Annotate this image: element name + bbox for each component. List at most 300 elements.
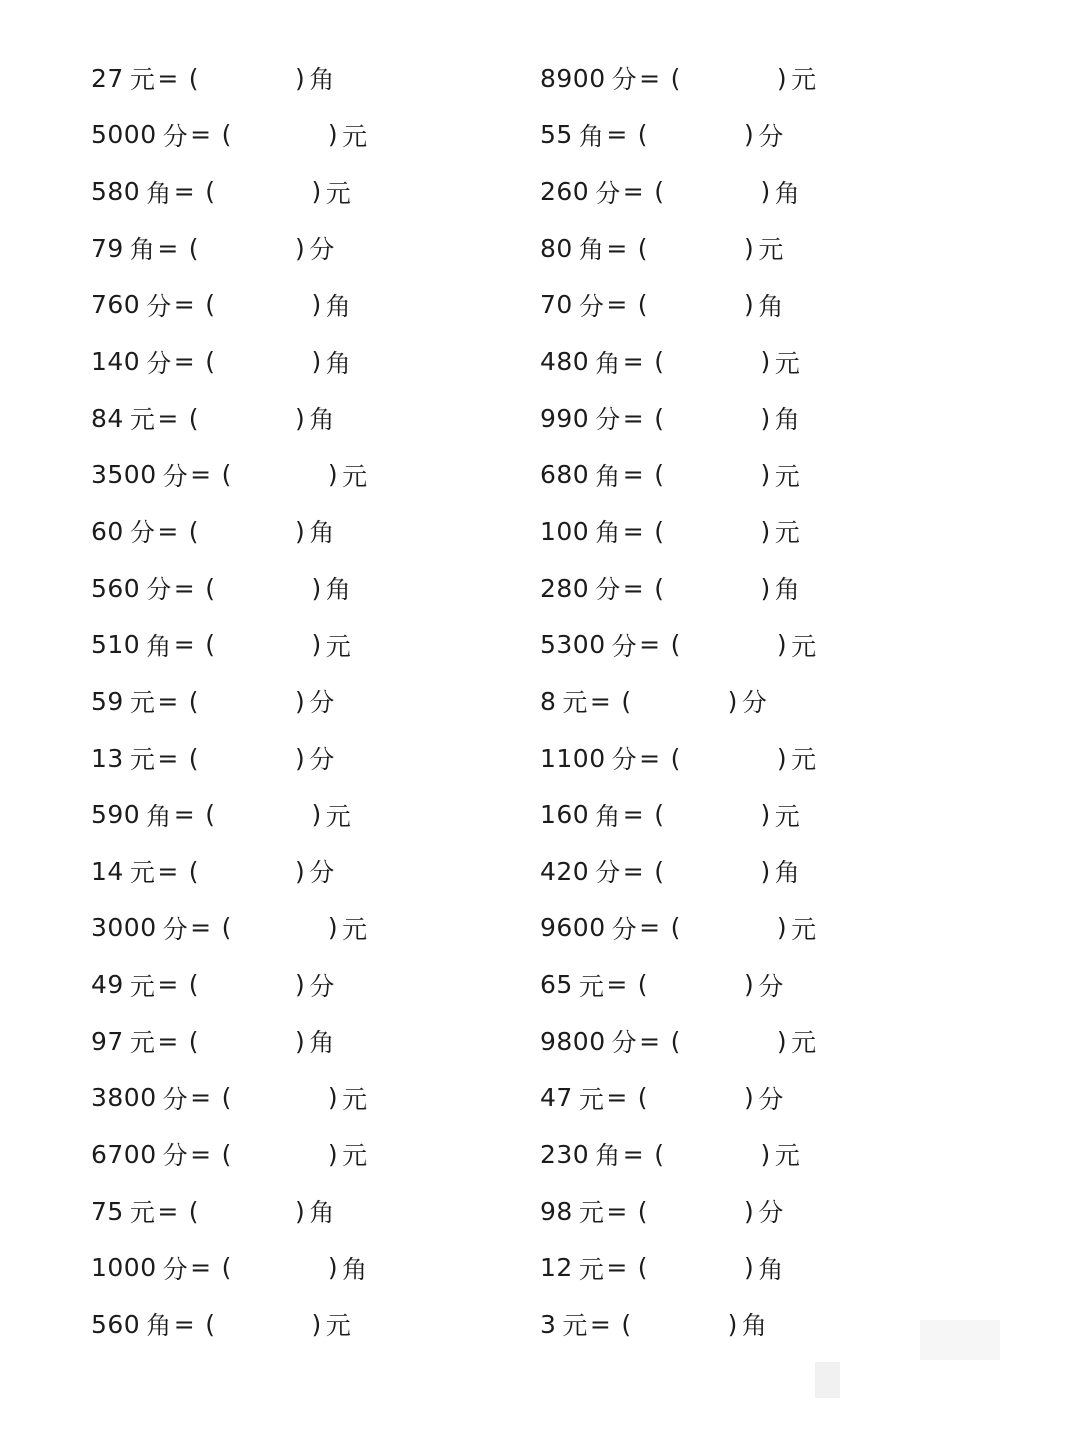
close-paren: ) xyxy=(311,1309,322,1339)
conversion-problem xyxy=(91,616,531,673)
conversion-problem xyxy=(91,107,531,164)
open-paren: ( xyxy=(670,913,681,943)
equals-sign: = xyxy=(157,403,179,433)
close-paren: ) xyxy=(295,403,306,433)
source-unit: 角 xyxy=(578,235,605,265)
conversion-problem xyxy=(91,956,531,1013)
equals-sign: = xyxy=(190,1139,212,1169)
amount-value: 5000 xyxy=(91,120,157,150)
close-paren: ) xyxy=(327,913,339,943)
close-paren: ) xyxy=(311,290,322,320)
open-paren: ( xyxy=(221,1083,232,1113)
equals-sign: = xyxy=(190,460,212,490)
equals-sign: = xyxy=(157,1026,179,1056)
open-paren: ( xyxy=(637,290,649,320)
source-unit: 角 xyxy=(129,235,156,265)
close-paren: ) xyxy=(311,800,322,830)
source-unit: 元 xyxy=(129,971,156,1001)
amount-value: 80 xyxy=(540,233,573,263)
source-unit: 分 xyxy=(611,745,638,774)
equals-sign: = xyxy=(606,1196,628,1226)
source-unit: 分 xyxy=(162,121,189,151)
conversion-problem xyxy=(540,333,980,390)
equals-sign: = xyxy=(173,1309,196,1339)
open-paren: ( xyxy=(221,1253,232,1283)
equals-sign: = xyxy=(639,743,661,773)
close-paren: ) xyxy=(760,460,771,490)
close-paren: ) xyxy=(727,686,738,716)
amount-value: 140 xyxy=(91,347,141,377)
close-paren: ) xyxy=(744,120,755,150)
equals-sign: = xyxy=(639,913,661,943)
equals-sign: = xyxy=(157,743,179,773)
open-paren: ( xyxy=(205,800,216,830)
equals-sign: = xyxy=(157,516,179,546)
close-paren: ) xyxy=(776,1026,788,1056)
conversion-problem xyxy=(540,446,980,503)
amount-value: 230 xyxy=(540,1139,590,1169)
conversion-problem xyxy=(91,390,531,447)
open-paren: ( xyxy=(205,573,216,603)
equals-sign: = xyxy=(173,800,196,830)
conversion-problem xyxy=(540,1126,980,1183)
open-paren: ( xyxy=(221,120,232,150)
source-unit: 分 xyxy=(595,575,621,605)
conversion-problem xyxy=(540,163,980,220)
target-unit: 分 xyxy=(309,858,335,888)
open-paren: ( xyxy=(654,516,665,546)
source-unit: 分 xyxy=(146,348,172,378)
conversion-problem xyxy=(91,503,531,560)
equals-sign: = xyxy=(173,573,196,603)
open-paren: ( xyxy=(637,1196,649,1226)
equals-sign: = xyxy=(173,347,196,377)
equals-sign: = xyxy=(639,630,661,660)
open-paren: ( xyxy=(654,403,665,433)
conversion-problem xyxy=(540,730,980,787)
close-paren: ) xyxy=(311,630,322,660)
open-paren: ( xyxy=(654,460,665,490)
open-paren: ( xyxy=(205,347,216,377)
target-unit: 分 xyxy=(758,1084,784,1114)
target-unit: 分 xyxy=(741,688,768,718)
conversion-problem xyxy=(91,786,531,843)
target-unit: 分 xyxy=(309,745,335,774)
target-unit: 元 xyxy=(774,348,801,378)
close-paren: ) xyxy=(760,516,771,546)
amount-value: 3800 xyxy=(91,1083,157,1113)
equals-sign: = xyxy=(622,800,645,830)
open-paren: ( xyxy=(221,1139,232,1169)
amount-value: 8 xyxy=(540,686,557,716)
close-paren: ) xyxy=(311,177,322,207)
close-paren: ) xyxy=(295,743,306,773)
target-unit: 角 xyxy=(309,65,335,95)
open-paren: ( xyxy=(188,516,200,546)
equals-sign: = xyxy=(173,177,196,207)
source-unit: 元 xyxy=(129,688,156,718)
source-unit: 元 xyxy=(562,1311,588,1341)
close-paren: ) xyxy=(776,63,788,93)
target-unit: 元 xyxy=(774,461,801,491)
source-unit: 元 xyxy=(129,65,156,95)
source-unit: 分 xyxy=(146,291,172,321)
open-paren: ( xyxy=(188,403,200,433)
amount-value: 160 xyxy=(540,800,590,830)
source-unit: 角 xyxy=(146,631,172,661)
amount-value: 84 xyxy=(91,403,124,433)
source-unit: 分 xyxy=(611,914,638,944)
conversion-problem xyxy=(540,786,980,843)
amount-value: 60 xyxy=(91,516,124,546)
close-paren: ) xyxy=(295,233,306,263)
open-paren: ( xyxy=(205,290,216,320)
open-paren: ( xyxy=(654,1139,665,1169)
conversion-problem xyxy=(91,163,531,220)
source-unit: 角 xyxy=(595,801,621,831)
target-unit: 角 xyxy=(309,1028,335,1058)
scan-smudge xyxy=(815,1362,840,1398)
target-unit: 角 xyxy=(774,405,801,435)
open-paren: ( xyxy=(670,1026,681,1056)
open-paren: ( xyxy=(654,347,665,377)
source-unit: 角 xyxy=(595,1141,621,1171)
close-paren: ) xyxy=(295,856,306,886)
target-unit: 元 xyxy=(342,461,368,491)
conversion-problem xyxy=(91,446,531,503)
close-paren: ) xyxy=(760,800,771,830)
amount-value: 9800 xyxy=(540,1026,606,1056)
source-unit: 分 xyxy=(162,914,189,944)
conversion-problem xyxy=(540,1070,980,1127)
open-paren: ( xyxy=(654,856,665,886)
close-paren: ) xyxy=(311,347,322,377)
target-unit: 分 xyxy=(758,971,784,1001)
amount-value: 590 xyxy=(91,800,141,830)
open-paren: ( xyxy=(188,233,200,263)
conversion-problem xyxy=(91,1183,531,1240)
conversion-problem xyxy=(91,333,531,390)
open-paren: ( xyxy=(654,800,665,830)
equals-sign: = xyxy=(622,460,645,490)
conversion-problem xyxy=(91,50,531,107)
source-unit: 元 xyxy=(578,971,605,1001)
target-unit: 元 xyxy=(791,745,817,774)
amount-value: 3500 xyxy=(91,460,157,490)
close-paren: ) xyxy=(295,1026,306,1056)
conversion-problem xyxy=(91,730,531,787)
target-unit: 分 xyxy=(309,971,335,1001)
close-paren: ) xyxy=(295,63,306,93)
equals-sign: = xyxy=(622,573,645,603)
open-paren: ( xyxy=(654,573,665,603)
close-paren: ) xyxy=(760,177,771,207)
amount-value: 59 xyxy=(91,686,124,716)
close-paren: ) xyxy=(327,1083,339,1113)
target-unit: 角 xyxy=(309,1198,335,1228)
amount-value: 9600 xyxy=(540,913,606,943)
amount-value: 760 xyxy=(91,290,141,320)
close-paren: ) xyxy=(760,856,771,886)
target-unit: 角 xyxy=(774,858,801,888)
target-unit: 分 xyxy=(758,1198,784,1228)
equals-sign: = xyxy=(606,290,628,320)
amount-value: 98 xyxy=(540,1196,573,1226)
target-unit: 角 xyxy=(325,291,352,321)
equals-sign: = xyxy=(606,970,628,1000)
equals-sign: = xyxy=(157,970,179,1000)
open-paren: ( xyxy=(637,120,649,150)
open-paren: ( xyxy=(188,686,200,716)
source-unit: 角 xyxy=(595,461,621,491)
close-paren: ) xyxy=(776,743,788,773)
conversion-problem xyxy=(540,503,980,560)
target-unit: 分 xyxy=(309,235,335,265)
open-paren: ( xyxy=(188,63,200,93)
close-paren: ) xyxy=(295,686,306,716)
amount-value: 1100 xyxy=(540,743,606,773)
source-unit: 角 xyxy=(146,801,172,831)
source-unit: 分 xyxy=(611,65,638,95)
source-unit: 元 xyxy=(578,1254,605,1284)
target-unit: 元 xyxy=(342,914,368,944)
amount-value: 510 xyxy=(91,630,141,660)
conversion-problem xyxy=(91,1013,531,1070)
source-unit: 分 xyxy=(162,1254,189,1284)
amount-value: 70 xyxy=(540,290,573,320)
open-paren: ( xyxy=(205,177,216,207)
close-paren: ) xyxy=(760,403,771,433)
amount-value: 3000 xyxy=(91,913,157,943)
conversion-problem xyxy=(540,1183,980,1240)
source-unit: 分 xyxy=(162,461,189,491)
close-paren: ) xyxy=(760,1139,771,1169)
target-unit: 元 xyxy=(342,1084,368,1114)
target-unit: 元 xyxy=(774,801,801,831)
source-unit: 角 xyxy=(146,178,172,208)
amount-value: 560 xyxy=(91,1309,141,1339)
close-paren: ) xyxy=(744,1083,755,1113)
equals-sign: = xyxy=(157,1196,179,1226)
conversion-problem xyxy=(91,560,531,617)
equals-sign: = xyxy=(606,233,628,263)
equals-sign: = xyxy=(639,63,661,93)
target-unit: 元 xyxy=(791,65,817,95)
amount-value: 14 xyxy=(91,856,124,886)
amount-value: 260 xyxy=(540,177,590,207)
amount-value: 480 xyxy=(540,347,590,377)
conversion-problem xyxy=(540,560,980,617)
amount-value: 79 xyxy=(91,233,124,263)
close-paren: ) xyxy=(776,913,788,943)
left-column xyxy=(91,50,531,1353)
target-unit: 元 xyxy=(342,1141,368,1171)
equals-sign: = xyxy=(622,516,645,546)
equals-sign: = xyxy=(606,120,628,150)
close-paren: ) xyxy=(311,573,322,603)
close-paren: ) xyxy=(327,1139,339,1169)
open-paren: ( xyxy=(221,913,232,943)
open-paren: ( xyxy=(654,177,665,207)
conversion-problem xyxy=(540,900,980,957)
source-unit: 分 xyxy=(146,575,172,605)
close-paren: ) xyxy=(744,290,755,320)
close-paren: ) xyxy=(760,347,771,377)
conversion-problem xyxy=(540,390,980,447)
close-paren: ) xyxy=(776,630,788,660)
equals-sign: = xyxy=(606,1253,628,1283)
scan-smudge xyxy=(920,1320,1000,1360)
amount-value: 1000 xyxy=(91,1253,157,1283)
source-unit: 分 xyxy=(162,1141,189,1171)
equals-sign: = xyxy=(157,686,179,716)
conversion-problem xyxy=(540,1296,980,1353)
target-unit: 元 xyxy=(774,518,801,548)
amount-value: 560 xyxy=(91,573,141,603)
equals-sign: = xyxy=(639,1026,661,1056)
source-unit: 分 xyxy=(129,518,156,548)
target-unit: 角 xyxy=(758,1254,784,1284)
source-unit: 角 xyxy=(146,1311,172,1341)
conversion-problem xyxy=(540,277,980,334)
open-paren: ( xyxy=(205,630,216,660)
amount-value: 580 xyxy=(91,177,141,207)
target-unit: 元 xyxy=(325,1311,352,1341)
conversion-problem xyxy=(540,956,980,1013)
equals-sign: = xyxy=(589,1309,612,1339)
amount-value: 100 xyxy=(540,516,590,546)
amount-value: 990 xyxy=(540,403,590,433)
source-unit: 元 xyxy=(129,1028,156,1058)
open-paren: ( xyxy=(670,743,681,773)
source-unit: 元 xyxy=(578,1198,605,1228)
target-unit: 角 xyxy=(758,291,784,321)
target-unit: 元 xyxy=(758,235,784,265)
target-unit: 角 xyxy=(325,575,352,605)
amount-value: 420 xyxy=(540,856,590,886)
amount-value: 12 xyxy=(540,1253,573,1283)
equals-sign: = xyxy=(173,290,196,320)
conversion-problem xyxy=(91,1070,531,1127)
target-unit: 角 xyxy=(774,178,801,208)
target-unit: 元 xyxy=(791,1028,817,1058)
target-unit: 角 xyxy=(309,518,335,548)
conversion-problem xyxy=(91,900,531,957)
conversion-problem xyxy=(540,50,980,107)
amount-value: 27 xyxy=(91,63,124,93)
open-paren: ( xyxy=(188,970,200,1000)
source-unit: 元 xyxy=(578,1084,605,1114)
target-unit: 角 xyxy=(342,1254,368,1284)
conversion-problem xyxy=(540,616,980,673)
source-unit: 角 xyxy=(595,518,621,548)
close-paren: ) xyxy=(744,970,755,1000)
amount-value: 55 xyxy=(540,120,573,150)
amount-value: 680 xyxy=(540,460,590,490)
target-unit: 元 xyxy=(342,121,368,151)
conversion-problem xyxy=(91,1239,531,1296)
equals-sign: = xyxy=(622,1139,645,1169)
equals-sign: = xyxy=(622,856,645,886)
target-unit: 角 xyxy=(309,405,335,435)
conversion-problem xyxy=(540,843,980,900)
source-unit: 分 xyxy=(162,1084,189,1114)
amount-value: 5300 xyxy=(540,630,606,660)
close-paren: ) xyxy=(727,1309,738,1339)
open-paren: ( xyxy=(205,1309,216,1339)
open-paren: ( xyxy=(637,1253,649,1283)
source-unit: 元 xyxy=(129,745,156,774)
conversion-problem xyxy=(91,1296,531,1353)
amount-value: 97 xyxy=(91,1026,124,1056)
equals-sign: = xyxy=(606,1083,628,1113)
open-paren: ( xyxy=(637,970,649,1000)
conversion-problem xyxy=(91,843,531,900)
target-unit: 元 xyxy=(325,631,352,661)
close-paren: ) xyxy=(327,1253,339,1283)
target-unit: 元 xyxy=(791,914,817,944)
source-unit: 元 xyxy=(129,1198,156,1228)
source-unit: 元 xyxy=(562,688,588,718)
close-paren: ) xyxy=(744,233,755,263)
conversion-problem xyxy=(91,673,531,730)
amount-value: 49 xyxy=(91,970,124,1000)
target-unit: 分 xyxy=(309,688,335,718)
open-paren: ( xyxy=(670,63,681,93)
open-paren: ( xyxy=(188,856,200,886)
amount-value: 8900 xyxy=(540,63,606,93)
equals-sign: = xyxy=(190,120,212,150)
equals-sign: = xyxy=(157,63,179,93)
equals-sign: = xyxy=(190,913,212,943)
conversion-problem xyxy=(91,1126,531,1183)
equals-sign: = xyxy=(157,856,179,886)
close-paren: ) xyxy=(295,516,306,546)
open-paren: ( xyxy=(621,686,632,716)
close-paren: ) xyxy=(760,573,771,603)
conversion-problem xyxy=(540,107,980,164)
conversion-problem xyxy=(540,1239,980,1296)
open-paren: ( xyxy=(188,743,200,773)
source-unit: 分 xyxy=(595,858,621,888)
conversion-problem xyxy=(540,220,980,277)
target-unit: 元 xyxy=(325,178,352,208)
open-paren: ( xyxy=(621,1309,632,1339)
equals-sign: = xyxy=(622,347,645,377)
open-paren: ( xyxy=(221,460,232,490)
equals-sign: = xyxy=(190,1253,212,1283)
amount-value: 3 xyxy=(540,1309,557,1339)
source-unit: 角 xyxy=(595,348,621,378)
source-unit: 分 xyxy=(595,405,621,435)
conversion-problem xyxy=(540,673,980,730)
open-paren: ( xyxy=(188,1026,200,1056)
equals-sign: = xyxy=(622,177,645,207)
equals-sign: = xyxy=(190,1083,212,1113)
source-unit: 分 xyxy=(611,1028,638,1058)
target-unit: 元 xyxy=(791,631,817,661)
amount-value: 280 xyxy=(540,573,590,603)
target-unit: 分 xyxy=(758,121,784,151)
open-paren: ( xyxy=(637,233,649,263)
open-paren: ( xyxy=(637,1083,649,1113)
target-unit: 元 xyxy=(325,801,352,831)
source-unit: 元 xyxy=(129,858,156,888)
close-paren: ) xyxy=(327,120,339,150)
source-unit: 分 xyxy=(578,291,605,321)
amount-value: 65 xyxy=(540,970,573,1000)
close-paren: ) xyxy=(744,1196,755,1226)
